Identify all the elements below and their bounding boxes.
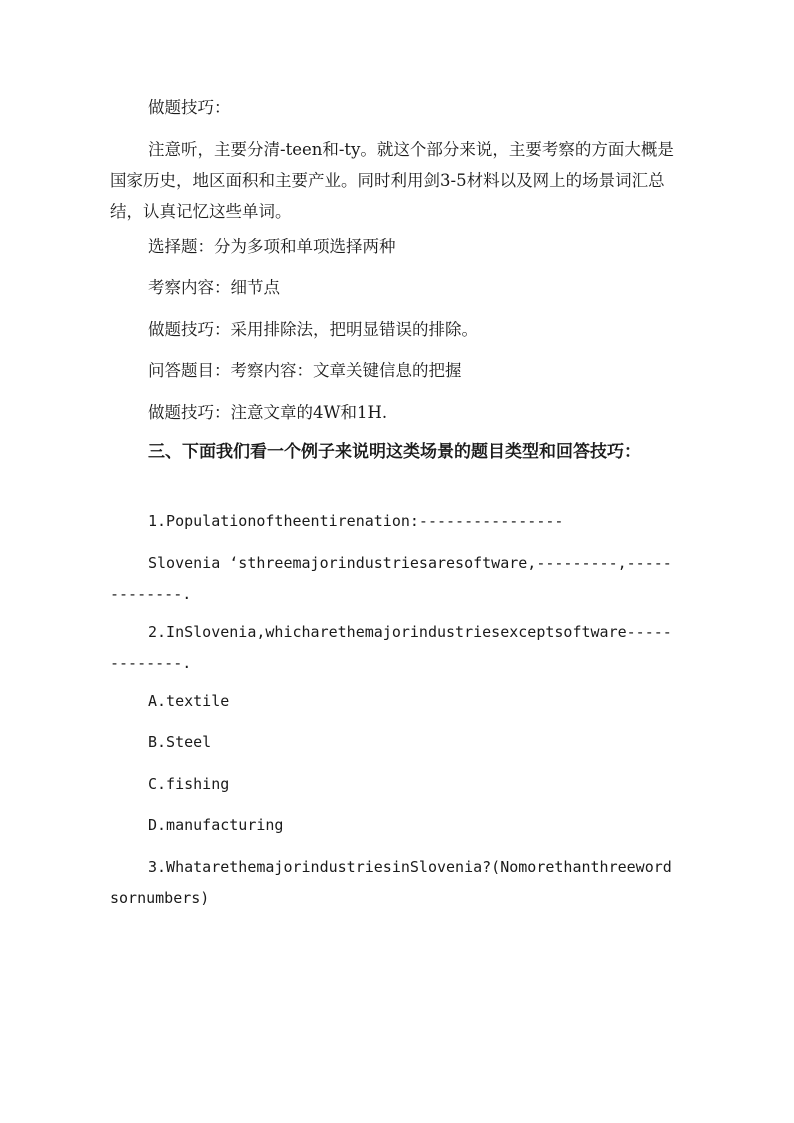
elimination-tip: 做题技巧：采用排除法，把明显错误的排除。 <box>148 320 478 339</box>
option-b: B.Steel <box>148 733 212 751</box>
question-3: 3.WhatarethemajorindustriesinSlovenia?(Nomorethanthreewordsornumbers) <box>110 858 672 907</box>
4w1h-tip: 做题技巧：注意文章的4W和1H. <box>148 403 388 422</box>
multiple-choice-label: 选择题：分为多项和单项选择两种 <box>148 237 396 256</box>
tips-label: 做题技巧： <box>148 98 231 117</box>
qa-question-label: 问答题目：考察内容：文章关键信息的把握 <box>148 361 462 380</box>
question-1: 1.Populationoftheentirenation:---------------- <box>148 512 564 530</box>
question-1-industries: Slovenia ‘sthreemajorindustriesaresoftware,---------,-------------. <box>110 554 672 603</box>
section-heading-3: 三、下面我们看一个例子来说明这类场景的题目类型和回答技巧： <box>148 442 641 462</box>
question-2: 2.InSlovenia,whicharethemajorindustriesexceptsoftware-------------. <box>110 623 672 672</box>
content-detail-label: 考察内容：细节点 <box>148 278 280 297</box>
option-d: D.manufacturing <box>148 816 284 834</box>
listening-tips-paragraph: 注意听，主要分清-teen和-ty。就这个部分来说，主要考察的方面大概是国家历史，地区面积和主要产业。同时利用剑3-5材料以及网上的场景词汇总结，认真记忆这些单词。 <box>110 140 674 221</box>
option-c: C.fishing <box>148 775 230 793</box>
option-a: A.textile <box>148 692 230 710</box>
